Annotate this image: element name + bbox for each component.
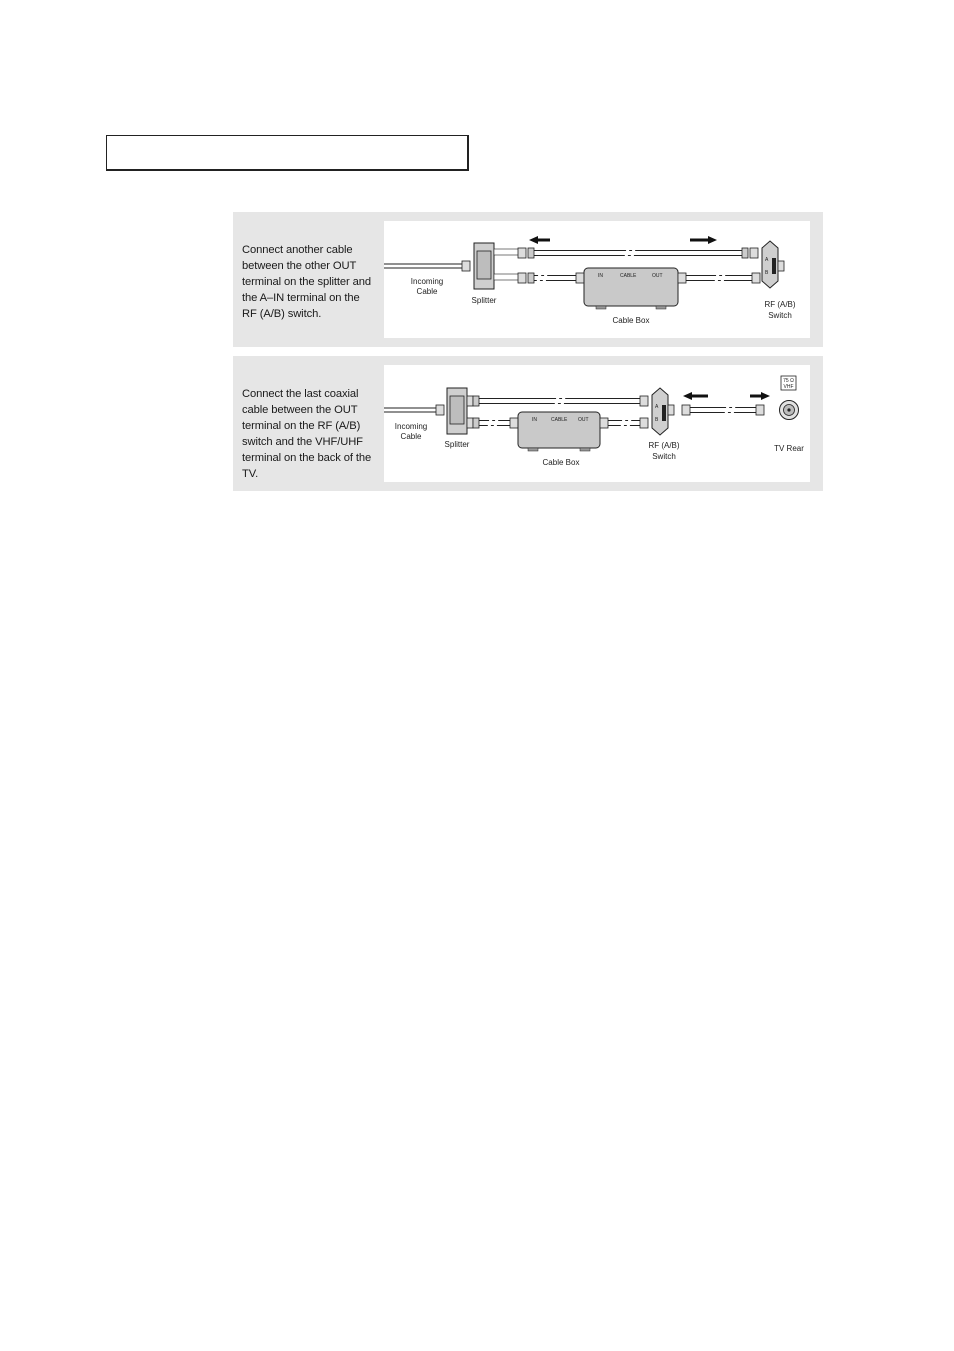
arrow-right-icon (690, 236, 717, 244)
cable-splitter-to-switch (473, 393, 648, 409)
tv-badge-vhf: VHF (783, 384, 794, 390)
step-1-panel (233, 212, 823, 347)
arrow-right-icon (750, 392, 770, 400)
cable-box-cable-label: CABLE (620, 273, 637, 279)
incoming-cable (384, 405, 444, 415)
incoming-cable-label-1: Incoming (394, 422, 428, 431)
section-header-box (106, 135, 469, 171)
arrow-left-icon (529, 236, 550, 244)
cable-box-device (518, 412, 600, 451)
incoming-cable-label-1: Incoming (410, 277, 444, 286)
new-cable-top (518, 245, 758, 261)
cable-box-device (584, 268, 678, 309)
rf-switch-label-1: RF (A/B) (648, 441, 680, 450)
switch-a-label: A (765, 257, 769, 263)
cable-box-out-label: OUT (652, 273, 663, 279)
rf-switch-label-1: RF (A/B) (764, 300, 796, 309)
cable-box-to-switch (600, 415, 648, 431)
cable-box-label: Cable Box (542, 458, 580, 467)
step-2-connection-diagram (384, 365, 810, 482)
cable-box-cable-label: CABLE (551, 417, 568, 423)
step-2-panel (233, 356, 823, 491)
splitter-label: Splitter (444, 440, 470, 449)
incoming-cable-label-2: Cable (416, 287, 438, 296)
cable-box-label: Cable Box (612, 316, 650, 325)
splitter-device (447, 388, 473, 434)
step-1-connection-diagram (384, 221, 810, 338)
tv-badge-75-ohm: 75 Ω (783, 378, 794, 384)
incoming-cable (384, 261, 470, 271)
cable-box-in-label: IN (532, 417, 537, 423)
incoming-cable-label-2: Cable (400, 432, 422, 441)
tv-rear-terminal (780, 376, 799, 420)
tv-rear-label: TV Rear (774, 444, 804, 453)
cable-box-out-label: OUT (578, 417, 589, 423)
step-1-diagram (384, 221, 810, 338)
rf-switch-device (762, 241, 784, 288)
arrow-left-icon (683, 392, 708, 400)
cable-box-to-switch (678, 270, 760, 286)
cable-box-in-label: IN (598, 273, 603, 279)
cable-splitter-to-box (473, 415, 518, 431)
step-2-instruction: Connect the last coaxial cable between the OUT terminal on the RF (A/B) switch and the VHF/UHF terminal on the back of the TV. (242, 388, 372, 480)
switch-a-label: A (655, 404, 659, 410)
new-cable-switch-to-tv (682, 402, 764, 418)
switch-b-label: B (655, 417, 659, 423)
step-2-diagram (384, 365, 810, 482)
rf-switch-device (652, 388, 674, 435)
cable-splitter-to-box (518, 270, 584, 286)
splitter-label: Splitter (471, 296, 497, 305)
rf-switch-label-2: Switch (768, 311, 792, 320)
splitter-device (474, 243, 520, 289)
step-1-instruction: Connect another cable between the other OUT terminal on the splitter and the A–IN terminal on the RF (A/B) switch. (242, 244, 372, 320)
rf-switch-label-2: Switch (652, 452, 676, 461)
switch-b-label: B (765, 270, 769, 276)
